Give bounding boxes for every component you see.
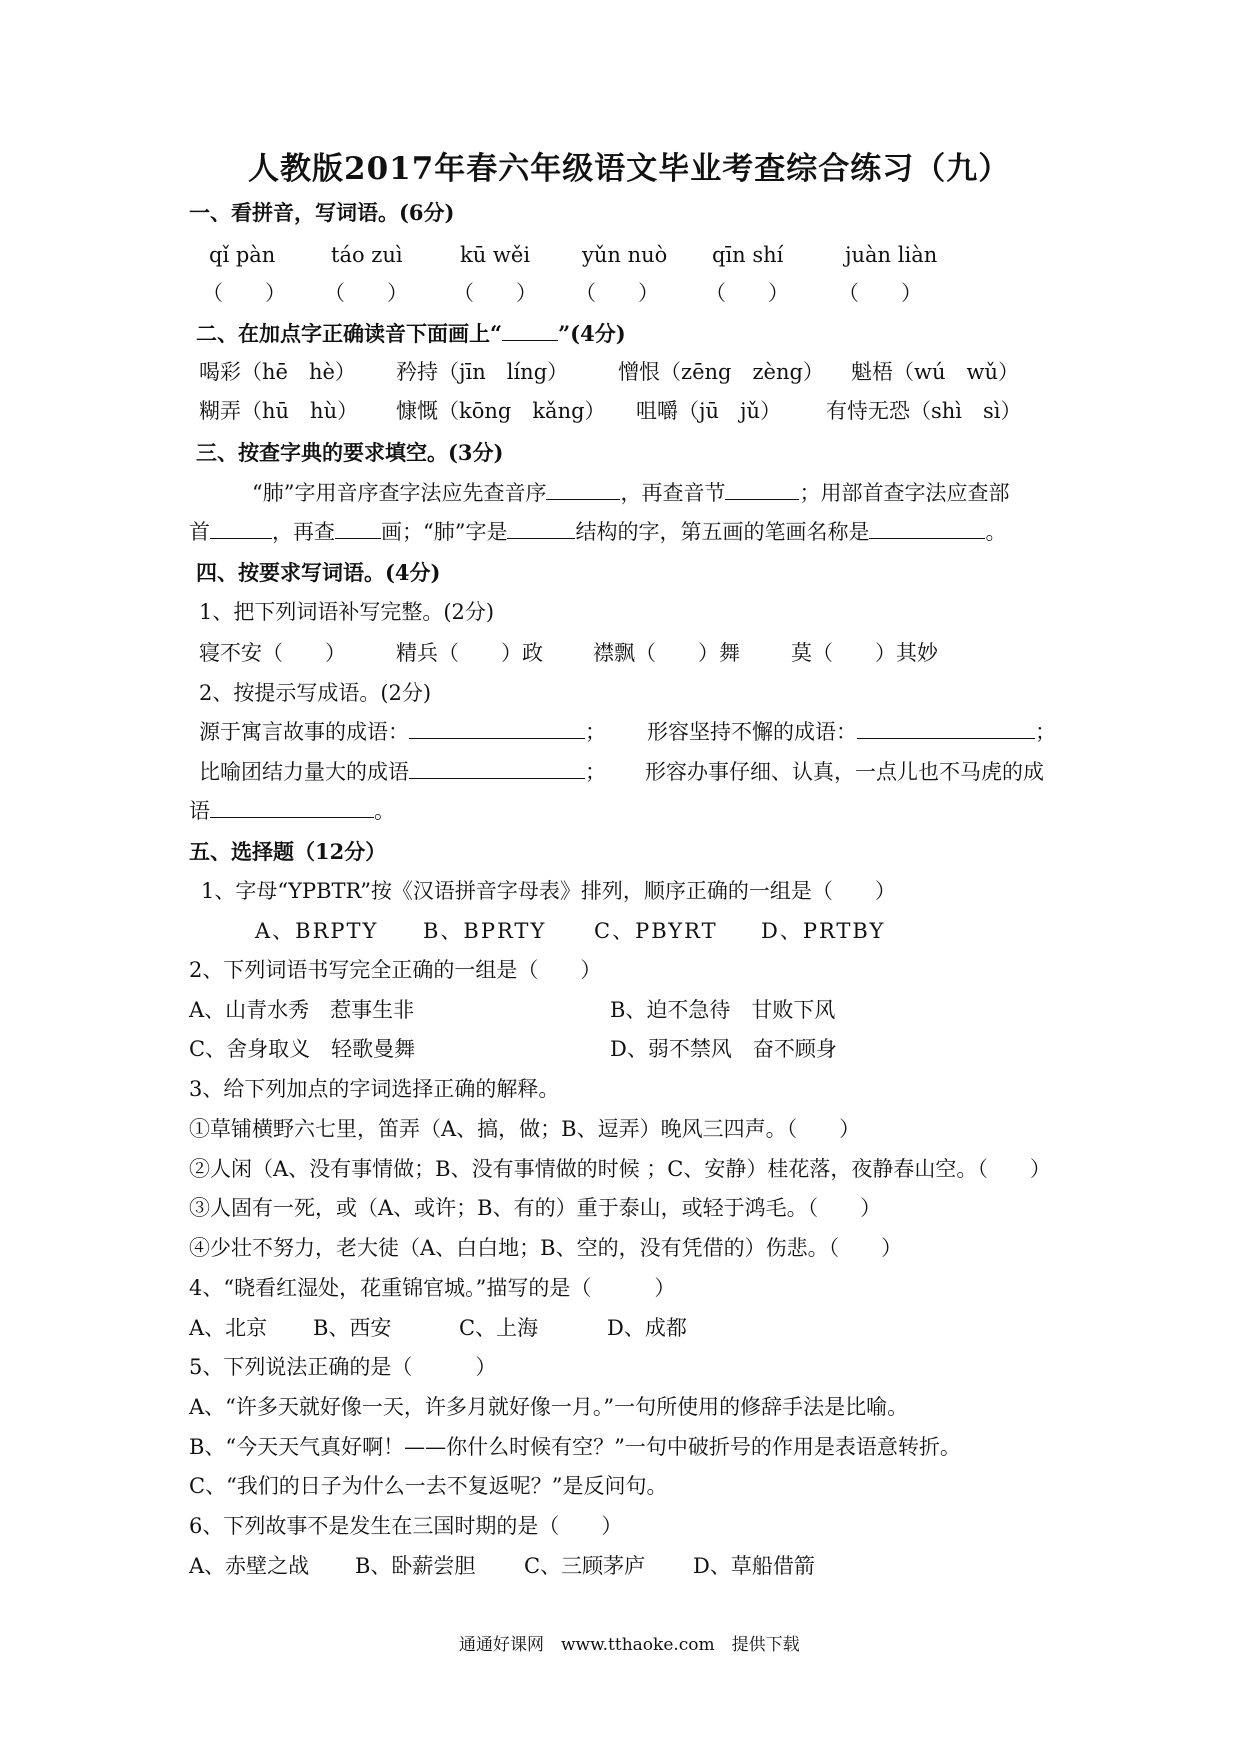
text: ； — [585, 720, 606, 744]
reading-item: 糊弄（hū hù） — [199, 399, 359, 423]
text: 语 — [189, 799, 210, 823]
option[interactable]: A、山青水秀 惹事生非 — [189, 998, 415, 1022]
reading-item: 喝彩（hē hè） — [199, 360, 356, 384]
section-2-heading — [196, 321, 626, 346]
option[interactable]: C、舍身取义 轻歌曼舞 — [189, 1037, 416, 1061]
footer-credit: 通通好课网 www.tthaoke.com 提供下载 — [459, 1635, 800, 1655]
text: ； — [1035, 720, 1056, 744]
question-5-3: 3、给下列加点的字词选择正确的解释。 — [189, 1077, 560, 1101]
fill-blank[interactable] — [210, 520, 272, 539]
word-item: 精兵（ ）政 — [396, 641, 543, 665]
fill-blank[interactable] — [507, 520, 575, 539]
option[interactable]: C、PBYRT — [594, 919, 718, 943]
idiom-prompt: 形容办事仔细、认真，一点儿也不马虎的成 — [645, 760, 1044, 784]
question-5-4: 4、“晓看红湿处，花重锦官城。”描写的是（ ） — [189, 1276, 676, 1300]
page-title: 人教版2017年春六年级语文毕业考查综合练习（九） — [248, 151, 1011, 187]
dictionary-line-1 — [252, 481, 1009, 506]
question-5-2: 2、下列词语书写完全正确的一组是（ ） — [189, 958, 602, 982]
fill-blank[interactable] — [546, 481, 620, 500]
option[interactable]: A、赤壁之战 — [189, 1554, 310, 1578]
option[interactable]: B、卧薪尝胆 — [355, 1554, 476, 1578]
option[interactable]: B、“今天天气真好啊！——你什么时候有空？”一句中破折号的作用是表语意转折。 — [189, 1435, 961, 1459]
section-2-heading-tail: ”(4分) — [558, 321, 626, 346]
text: 比喻团结力量大的成语 — [199, 760, 409, 784]
text: 源于寓言故事的成语： — [199, 720, 409, 744]
reading-item: 慷慨（kōng kǎng） — [396, 399, 606, 423]
option[interactable]: A、BRPTY — [255, 919, 379, 943]
word-item: 莫（ ）其妙 — [791, 641, 938, 665]
question-5-3-item: ②人闲（A、没有事情做；B、没有事情做的时候 ；C、安静）桂花落，夜静春山空。（ ） — [189, 1157, 1051, 1181]
reading-item: 憎恨（zēng zèng） — [618, 360, 824, 384]
question-4-2: 2、按提示写成语。(2分) — [199, 681, 432, 705]
option[interactable]: B、迫不急待 甘败下风 — [610, 998, 836, 1022]
question-5-5: 5、下列说法正确的是（ ） — [189, 1355, 497, 1379]
reading-item: 有恃无恐（shì sì） — [826, 399, 1022, 423]
idiom-prompt — [199, 720, 606, 745]
question-5-1: 1、字母“YPBTR”按《汉语拼音字母表》排列，顺序正确的一组是（ ） — [201, 879, 896, 903]
answer-paren[interactable]: （ ） — [838, 281, 922, 305]
underline-sample — [502, 322, 558, 341]
answer-paren[interactable]: （ ） — [705, 281, 789, 305]
section-2-heading-text: 二、在加点字正确读音下面画上“ — [196, 321, 503, 346]
fill-blank[interactable] — [335, 520, 381, 539]
text: ；用部首查字法应查部 — [799, 481, 1010, 505]
answer-paren[interactable]: （ ） — [324, 281, 408, 305]
reading-item: 矜持（jīn líng） — [396, 360, 569, 384]
question-5-6: 6、下列故事不是发生在三国时期的是（ ） — [189, 1514, 623, 1538]
question-4-1: 1、把下列词语补写完整。(2分) — [199, 600, 495, 624]
fill-blank[interactable] — [409, 760, 585, 779]
text: 。 — [985, 520, 1007, 544]
text: ，再查 — [272, 520, 335, 544]
section-1-heading: 一、看拼音，写词语。(6分) — [189, 200, 455, 225]
option[interactable]: C、“我们的日子为什么一去不复返呢？”是反问句。 — [189, 1474, 668, 1498]
text: ； — [585, 760, 606, 784]
word-item: 襟飘（ ）舞 — [593, 641, 740, 665]
text: 首 — [189, 520, 210, 544]
pinyin-item: qīn shí — [712, 243, 784, 267]
answer-paren[interactable]: （ ） — [453, 281, 537, 305]
option[interactable]: B、BPRTY — [423, 919, 547, 943]
option[interactable]: A、“许多天就好像一天，许多月就好像一月。”一句所使用的修辞手法是比喻。 — [189, 1395, 909, 1419]
option[interactable]: D、PRTBY — [761, 919, 886, 943]
text: 画；“肺”字是 — [381, 520, 508, 544]
pinyin-item: juàn liàn — [845, 243, 938, 267]
text: ，再查音节 — [620, 481, 726, 505]
option[interactable]: D、成都 — [607, 1316, 687, 1340]
answer-paren[interactable]: （ ） — [575, 281, 659, 305]
option[interactable]: C、三顾茅庐 — [524, 1554, 646, 1578]
option[interactable]: C、上海 — [459, 1316, 539, 1340]
idiom-prompt — [647, 720, 1056, 745]
idiom-line-3 — [189, 799, 395, 824]
section-5-heading: 五、选择题（12分） — [189, 839, 387, 864]
word-item: 寝不安（ ） — [199, 641, 346, 665]
text: “肺”字用音序查字法应先查音序 — [252, 481, 547, 505]
option[interactable]: D、草船借箭 — [693, 1554, 815, 1578]
question-5-3-item: ④少壮不努力，老大徒（A、白白地；B、空的，没有凭借的）伤悲。（ ） — [189, 1236, 903, 1260]
option[interactable]: D、弱不禁风 奋不顾身 — [610, 1037, 837, 1061]
fill-blank[interactable] — [869, 520, 985, 539]
pinyin-item: táo zuì — [331, 243, 403, 267]
section-3-heading: 三、按查字典的要求填空。(3分) — [196, 440, 504, 465]
pinyin-item: kū wěi — [460, 243, 531, 267]
option[interactable]: A、北京 — [189, 1316, 268, 1340]
text: 。 — [374, 799, 395, 823]
reading-item: 咀嚼（jū jǔ） — [636, 399, 782, 423]
question-5-3-item: ①草铺横野六七里，笛弄（A、搞，做；B、逗弄）晚风三四声。（ ） — [189, 1117, 861, 1141]
fill-blank[interactable] — [210, 799, 374, 818]
fill-blank[interactable] — [725, 481, 799, 500]
text: 形容坚持不懈的成语： — [647, 720, 857, 744]
section-4-heading: 四、按要求写词语。(4分) — [196, 560, 441, 585]
text: 结构的字，第五画的笔画名称是 — [575, 520, 870, 544]
fill-blank[interactable] — [857, 720, 1035, 739]
answer-paren[interactable]: （ ） — [202, 281, 286, 305]
fill-blank[interactable] — [409, 720, 585, 739]
question-5-3-item: ③人固有一死，或（A、或许；B、有的）重于泰山，或轻于鸿毛。（ ） — [189, 1196, 882, 1220]
pinyin-item: qǐ pàn — [209, 243, 276, 267]
dictionary-line-2 — [189, 520, 1006, 545]
idiom-prompt — [199, 760, 606, 785]
reading-item: 魁梧（wú wǔ） — [851, 360, 1019, 384]
pinyin-item: yǔn nuò — [582, 243, 668, 267]
option[interactable]: B、西安 — [313, 1316, 392, 1340]
